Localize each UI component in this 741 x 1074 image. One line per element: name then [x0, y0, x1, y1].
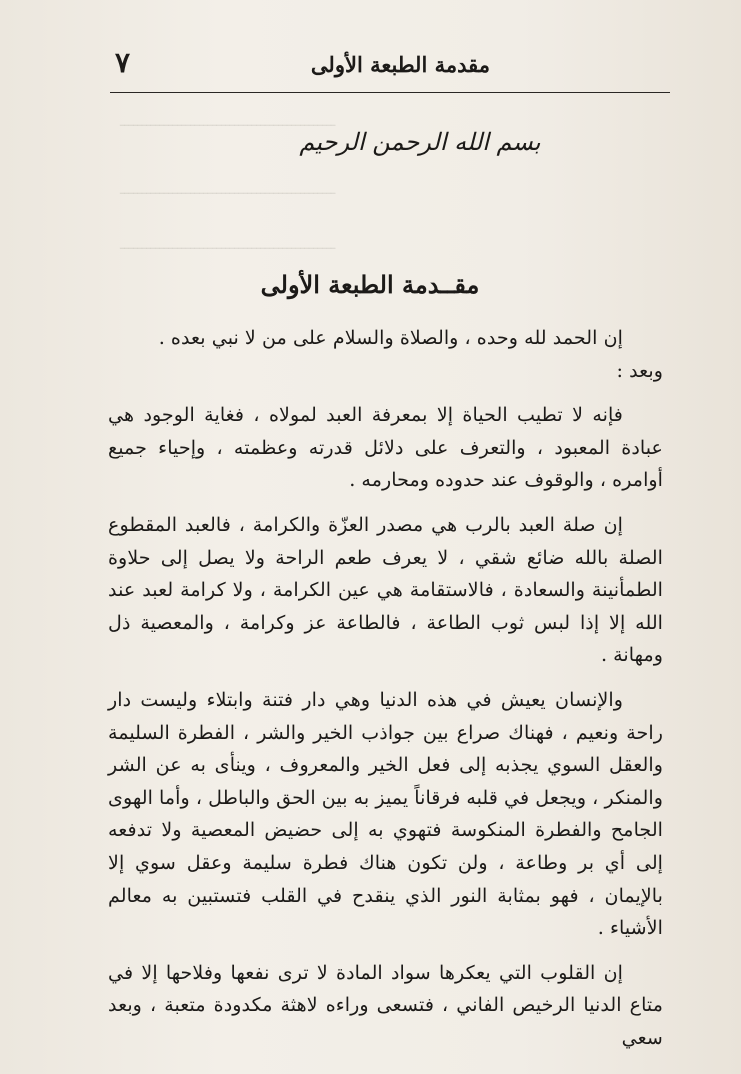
- paragraph: والإنسان يعيش في هذه الدنيا وهي دار فتنة وابتلاء وليست دار راحة ونعيم ، فهناك صراع بين جواذب الخير والشر ، الفطرة السليمة والعقل السوي يجذبه إلى فعل الخير والمعروف ، وينأى به عن الشر والمنكر ، ويجعل في قلبه فرقاناً يميز به بين الحق والباطل ، وأما الهوى الجامح والفطرة المنكوسة فتهوي به إلى حضيض المعصية ولا تدفعه إلى أي بر وطاعة ، ولن تكون هناك فطرة سليمة وعقل سوي إلا بالإيمان ، فهو بمثابة النور الذي ينقدح في القلب فتستبين به معالم الأشياء .: [108, 687, 663, 940]
- paragraph: إن الحمد لله وحده ، والصلاة والسلام على من لا نبي بعده .: [158, 326, 623, 349]
- bleed-through-text: ـــــــــــــــــــــــــــــــــــــــــــــــــ: [120, 112, 336, 130]
- basmala-calligraphy: بسم الله الرحمن الرحيم: [299, 128, 541, 156]
- paragraph: إن القلوب التي يعكرها سواد المادة لا ترى نفعها وفلاحها إلا في متاع الدنيا الرخيص الفاني ، فتسعى وراءه لاهثة مكدودة متعبة ، وبعد سعي: [108, 960, 663, 1049]
- paragraph: إن صلة العبد بالرب هي مصدر العزّة والكرامة ، فالعبد المقطوع الصلة بالله ضائع شقي ، لا يعرف طعم الراحة ولا يصل إلى حلاوة الطمأنينة والسعادة ، فالاستقامة هي عين الكرامة ، ولا كرامة لعبد عند الله إلا إذا لبس ثوب الطاعة ، فالطاعة عز وكرامة ، والمعصية ذل ومهانة .: [108, 512, 663, 667]
- running-header: [110, 46, 670, 92]
- header-divider: [110, 92, 670, 93]
- bleed-through-text: ـــــــــــــــــــــــــــــــــــــــــــــــــ: [120, 235, 336, 253]
- bleed-through-text: ـــــــــــــــــــــــــــــــــــــــــــــــــ: [120, 180, 336, 198]
- body-text: [108, 322, 663, 1054]
- page-number: ٧: [115, 46, 131, 79]
- paragraph: وبعد :: [616, 358, 663, 382]
- section-title: مقــدمة الطبعة الأولى: [260, 270, 480, 299]
- header-title: مقدمة الطبعة الأولى: [310, 52, 490, 77]
- paragraph: فإنه لا تطيب الحياة إلا بمعرفة العبد لمولاه ، فغاية الوجود هي عبادة المعبود ، والتعرف على دلائل قدرته وعظمته ، وإحياء جميع أوامره ، والوقوف عند حدوده ومحارمه .: [108, 403, 663, 492]
